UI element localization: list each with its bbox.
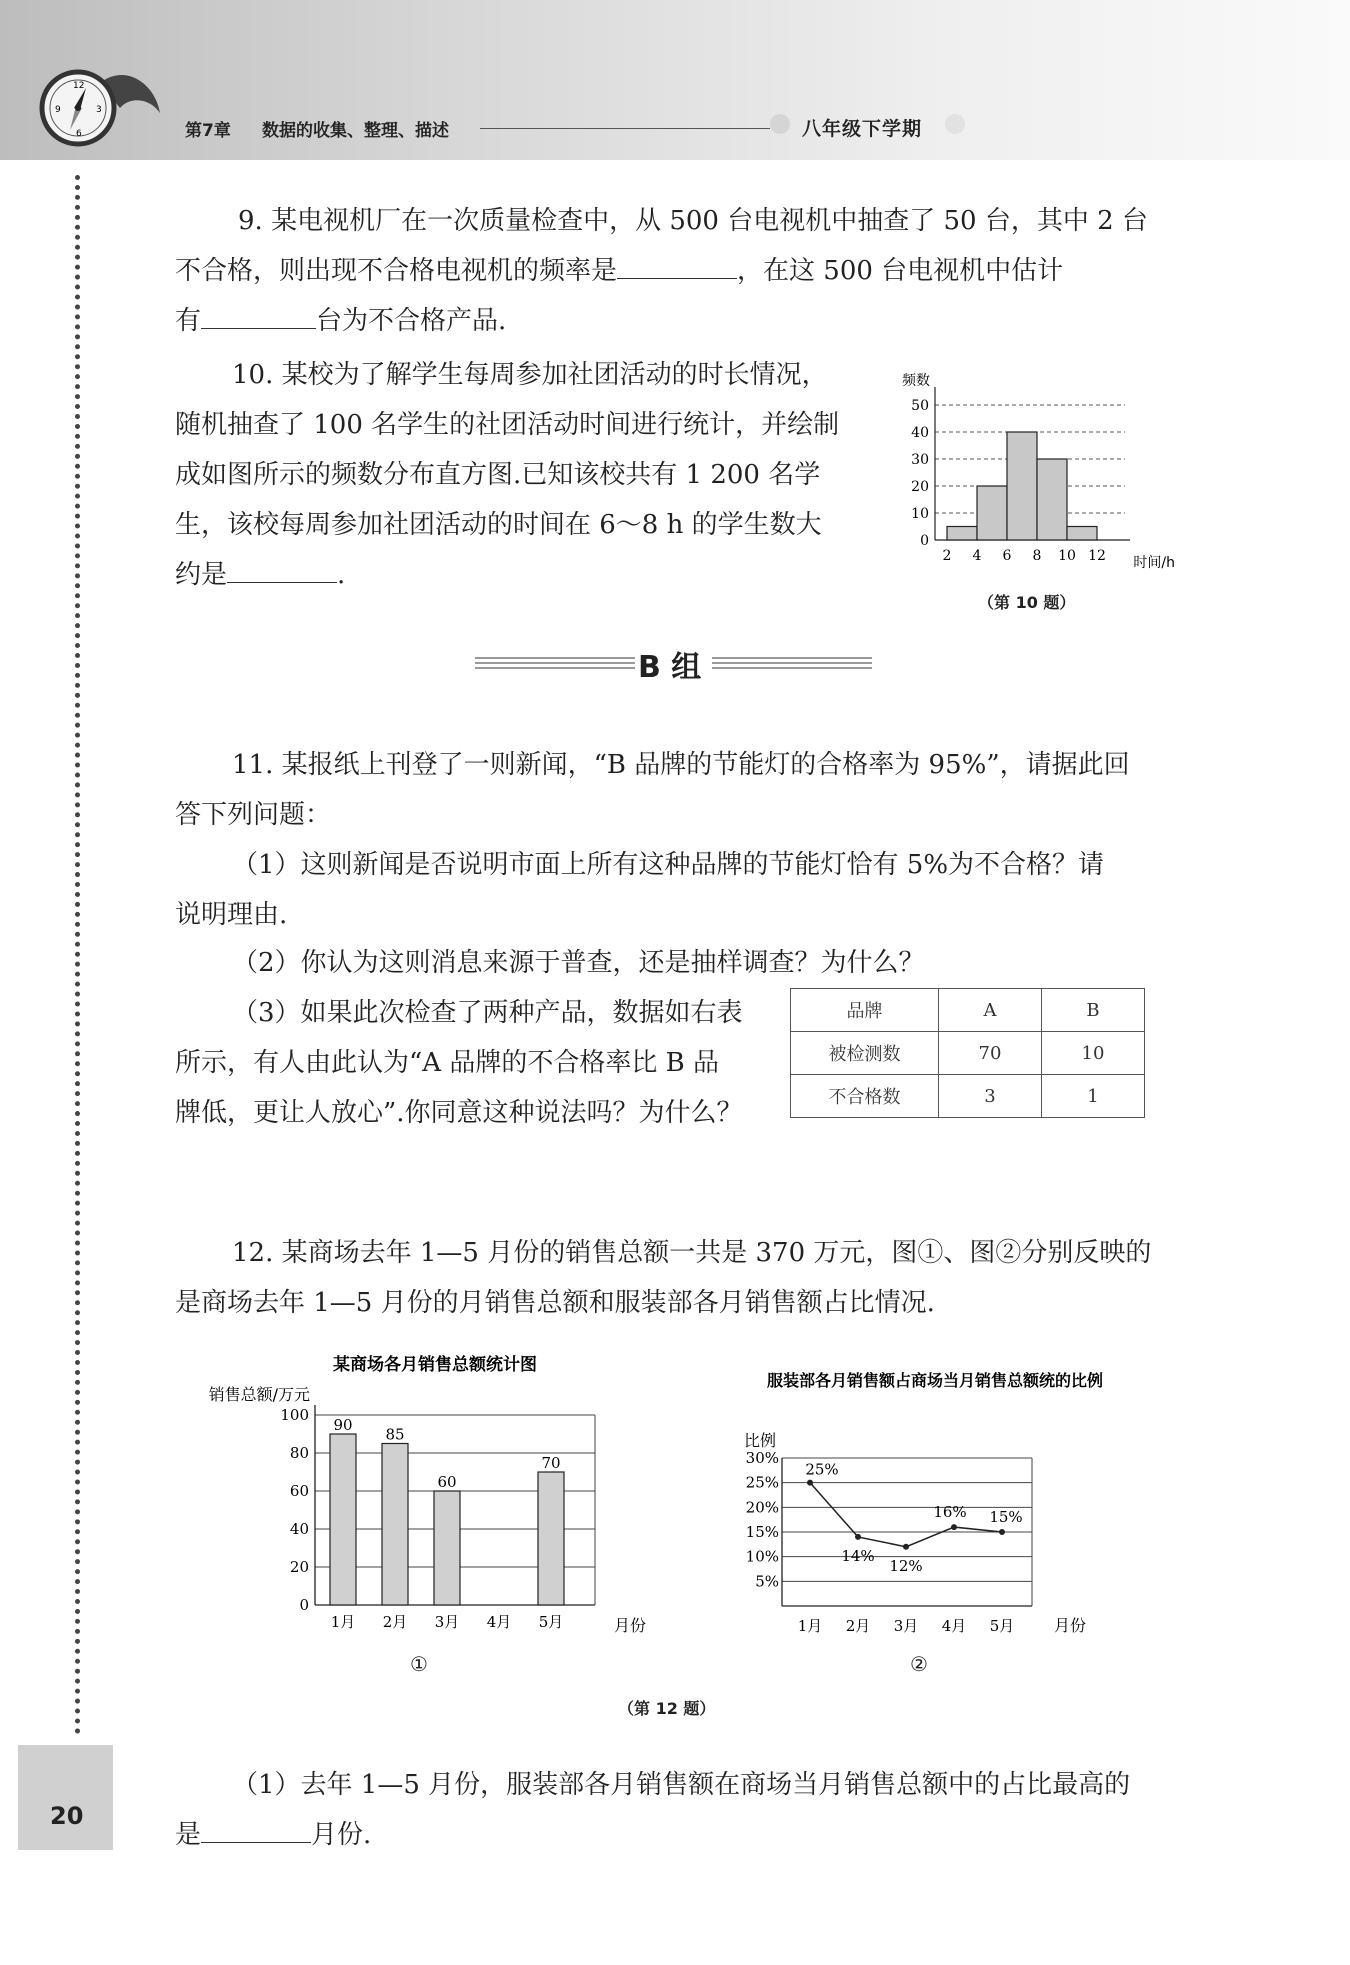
- svg-text:6: 6: [76, 129, 82, 139]
- x-axis-title: 月份: [1053, 1616, 1087, 1635]
- histogram-chart: [880, 365, 1180, 580]
- grade-label: 八年级下学期: [802, 118, 923, 140]
- y-axis-title: 销售总额/万元: [208, 1385, 310, 1404]
- chapter-title: 数据的收集、整理、描述: [262, 121, 449, 141]
- table-row: [791, 1075, 1145, 1118]
- q12-caption: （第 12 题）: [618, 1699, 716, 1718]
- data-label: 25%: [805, 1460, 839, 1479]
- table-cell: 10: [1042, 1032, 1145, 1075]
- x-tick-label: 5月: [989, 1617, 1015, 1635]
- data-point: [903, 1544, 909, 1550]
- q9-text: 台为不合格产品.: [316, 306, 507, 336]
- q10-text: 约是: [175, 560, 228, 590]
- q11-line-6: （3）如果此次检查了两种产品，数据如右表: [232, 998, 743, 1028]
- y-tick-label: 5%: [755, 1572, 779, 1591]
- y-tick-label: 10: [911, 506, 929, 522]
- data-point: [807, 1480, 813, 1486]
- data-point: [999, 1529, 1005, 1535]
- q9-blank-count: [201, 302, 316, 329]
- monthly-sales-bar-chart: [190, 1350, 680, 1650]
- q11-line-1: 11. 某报纸上刊登了一则新闻，“B 品牌的节能灯的合格率为 95%”，请据此回: [232, 750, 1130, 780]
- y-tick-label: 20%: [745, 1498, 779, 1517]
- data-label: 16%: [933, 1503, 967, 1522]
- y-tick-label: 60: [289, 1482, 309, 1500]
- y-tick-label: 50: [911, 398, 929, 414]
- apparel-ratio-line-chart: [700, 1358, 1170, 1648]
- data-label: 14%: [841, 1546, 875, 1565]
- q12-line-1: 12. 某商场去年 1—5 月份的销售总额一共是 370 万元，图①、图②分别反映的: [232, 1238, 1152, 1268]
- q11-line-2: 答下列问题：: [175, 800, 332, 830]
- table-header-cell: A: [939, 989, 1042, 1032]
- q9-line-2: [175, 246, 1063, 296]
- header-ornament-icon: [770, 114, 790, 134]
- table-header-row: [791, 989, 1145, 1032]
- histogram-bar: [1037, 459, 1067, 540]
- svg-text:3: 3: [96, 105, 102, 115]
- header-rule: [480, 128, 770, 129]
- q10-line-4: 生，该校每周参加社团活动的时间在 6～8 h 的学生数大: [175, 510, 822, 540]
- q10-line-2: 随机抽查了 100 名学生的社团活动时间进行统计，并绘制: [175, 410, 840, 440]
- histogram-bar: [1007, 432, 1037, 540]
- y-tick-label: 20: [911, 479, 929, 495]
- table-row: [791, 1032, 1145, 1075]
- q11-line-7: 所示，有人由此认为“A 品牌的不合格率比 B 品: [175, 1048, 719, 1078]
- x-tick-label: 5月: [538, 1613, 564, 1631]
- x-axis-title: 时间/h: [1133, 555, 1175, 571]
- q10-caption: （第 10 题）: [978, 593, 1076, 612]
- group-b-title: B 组: [638, 650, 702, 685]
- x-tick-label: 6: [1002, 548, 1012, 564]
- histogram-bar: [1067, 527, 1097, 541]
- page-number: 20: [50, 1802, 84, 1830]
- x-tick-label: 3月: [434, 1613, 460, 1631]
- q9-blank-frequency: [617, 252, 737, 279]
- table-cell: 被检测数: [791, 1032, 939, 1075]
- x-tick-label: 4月: [486, 1613, 512, 1631]
- y-tick-label: 100: [280, 1406, 309, 1424]
- q9-text: 有: [175, 306, 202, 336]
- binding-dots: [75, 175, 80, 1735]
- bar: [382, 1444, 408, 1606]
- q12-line-2: 是商场去年 1—5 月份的月销售总额和服装部各月销售额占比情况.: [175, 1288, 935, 1318]
- data-label: 85: [385, 1425, 405, 1444]
- q9-text: ，在这 500 台电视机中估计: [737, 256, 1064, 286]
- x-tick-label: 3月: [893, 1617, 919, 1635]
- y-tick-label: 15%: [745, 1523, 779, 1541]
- x-tick-label: 2月: [382, 1613, 408, 1631]
- q9-line-3: [175, 296, 506, 346]
- svg-text:9: 9: [55, 105, 61, 115]
- q9-text: 不合格，则出现不合格电视机的频率是: [175, 256, 618, 286]
- series-line: [810, 1483, 1002, 1547]
- data-point: [855, 1534, 861, 1540]
- q12-text: 月份.: [311, 1820, 372, 1850]
- chart-2-label: ②: [910, 1652, 928, 1676]
- q11-line-4: 说明理由.: [175, 900, 288, 930]
- x-tick-label: 4月: [941, 1617, 967, 1635]
- q11-line-3: （1）这则新闻是否说明市面上所有这种品牌的节能灯恰有 5%为不合格？请: [232, 850, 1105, 880]
- table-header-cell: B: [1042, 989, 1145, 1032]
- brand-table: [790, 988, 1145, 1118]
- bar: [538, 1472, 564, 1605]
- header-ornament-icon: [945, 114, 965, 134]
- x-axis-title: 月份: [613, 1616, 647, 1635]
- q10-text: .: [337, 560, 346, 590]
- x-tick-label: 2月: [845, 1617, 871, 1635]
- page-number-box: [18, 1745, 113, 1850]
- x-tick-label: 1月: [330, 1613, 356, 1631]
- q9-line-1: 9. 某电视机厂在一次质量检查中，从 500 台电视机中抽查了 50 台，其中 2 台: [238, 206, 1148, 236]
- data-label: 90: [333, 1416, 353, 1434]
- y-tick-label: 0: [920, 533, 929, 549]
- x-tick-label: 2: [942, 548, 952, 564]
- data-point: [951, 1524, 957, 1530]
- histogram-bar: [977, 486, 1007, 540]
- chart-title: 某商场各月销售总额统计图: [333, 1355, 537, 1375]
- y-tick-label: 30: [911, 452, 929, 468]
- q12-sub1-line-1: （1）去年 1—5 月份，服装部各月销售额在商场当月销售总额中的占比最高的: [232, 1770, 1131, 1800]
- svg-text:12: 12: [73, 81, 85, 91]
- q11-line-5: （2）你认为这则消息来源于普查，还是抽样调查？为什么？: [232, 948, 925, 978]
- y-tick-label: 20: [289, 1558, 309, 1576]
- data-label: 60: [437, 1473, 457, 1491]
- y-tick-label: 30%: [745, 1449, 779, 1467]
- y-tick-label: 10%: [745, 1547, 779, 1566]
- data-label: 12%: [889, 1556, 923, 1575]
- compass-logo-icon: [30, 58, 170, 158]
- data-label: 15%: [989, 1508, 1023, 1526]
- y-tick-label: 25%: [745, 1473, 779, 1492]
- q12-text: 是: [175, 1820, 202, 1850]
- y-tick-label: 40: [911, 425, 929, 441]
- q10-line-3: 成如图所示的频数分布直方图.已知该校共有 1 200 名学: [175, 460, 821, 490]
- y-tick-label: 80: [289, 1444, 309, 1462]
- q10-line-1: 10. 某校为了解学生每周参加社团活动的时长情况，: [232, 360, 828, 390]
- x-tick-label: 1月: [797, 1617, 823, 1635]
- group-divider-right: [712, 655, 872, 669]
- table-header-cell: 品牌: [791, 989, 939, 1032]
- bar: [330, 1434, 356, 1605]
- q12-sub1-line-2: [175, 1810, 371, 1860]
- bar: [434, 1491, 460, 1605]
- table-cell: 不合格数: [791, 1075, 939, 1118]
- q10-blank-answer: [227, 556, 337, 583]
- q12-blank-month: [201, 1816, 311, 1843]
- data-label: 70: [541, 1454, 561, 1472]
- x-tick-label: 10: [1058, 548, 1076, 564]
- q11-line-8: 牌低，更让人放心”.你同意这种说法吗？为什么？: [175, 1098, 743, 1128]
- chapter-number: 第7章: [185, 121, 231, 141]
- x-tick-label: 8: [1032, 548, 1042, 564]
- y-axis-title: 频数: [902, 373, 930, 389]
- x-tick-label: 4: [972, 548, 982, 564]
- x-tick-label: 12: [1088, 548, 1106, 564]
- group-divider-left: [475, 655, 635, 669]
- y-tick-label: 0: [299, 1596, 309, 1614]
- chart-1-label: ①: [410, 1652, 428, 1676]
- y-axis-title: 比例: [743, 1431, 777, 1450]
- q10-line-5: [175, 550, 345, 600]
- table-cell: 70: [939, 1032, 1042, 1075]
- y-tick-label: 40: [289, 1520, 309, 1538]
- table-cell: 1: [1042, 1075, 1145, 1118]
- chart-title: 服装部各月销售额占商场当月销售总额统的比例: [766, 1371, 1104, 1390]
- histogram-bar: [947, 527, 977, 541]
- table-cell: 3: [939, 1075, 1042, 1118]
